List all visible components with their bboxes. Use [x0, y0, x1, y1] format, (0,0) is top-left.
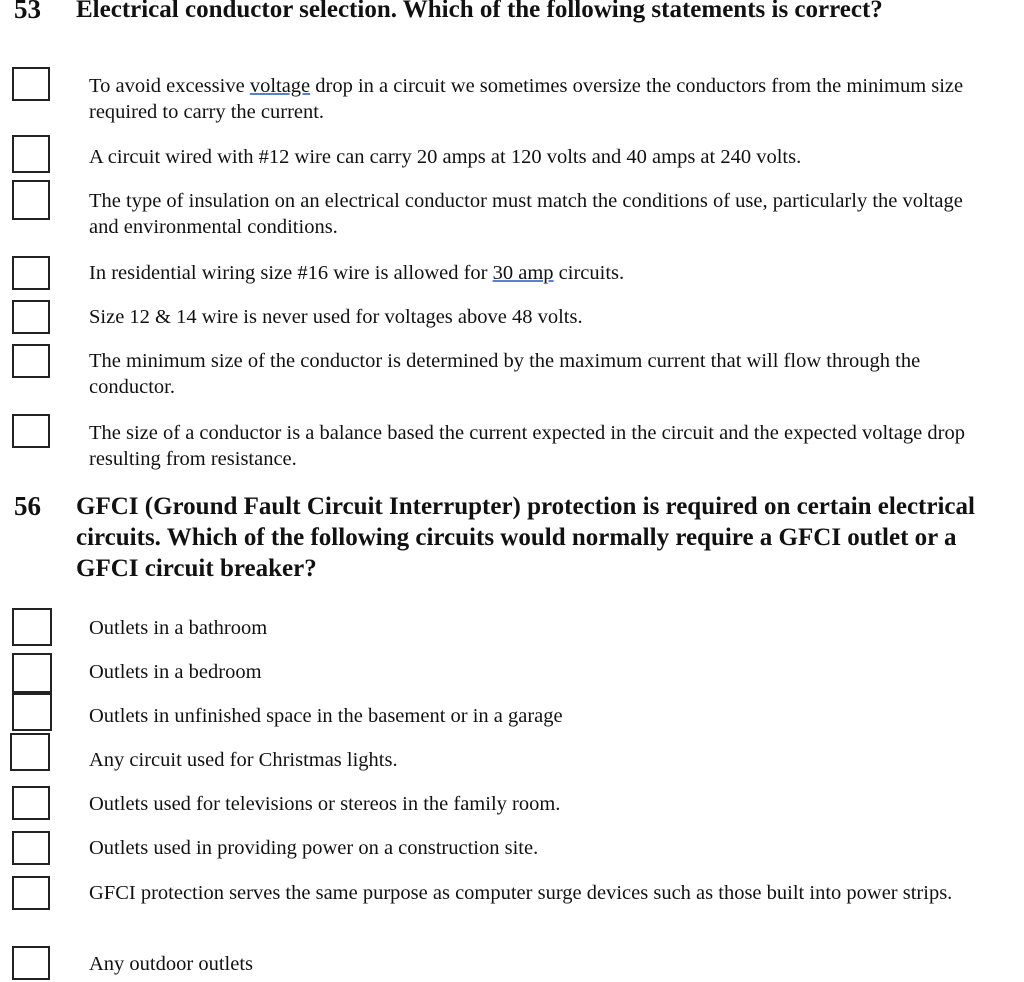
option-text: In residential wiring size #16 wire is allowed for 30 amp circuits.	[89, 262, 625, 284]
option-text: To avoid excessive voltage drop in a circuit we sometimes oversize the conductors from the minimum size required to carry the current.	[89, 75, 964, 123]
answer-checkbox[interactable]	[12, 876, 50, 910]
option-text: Any outdoor outlets	[89, 953, 253, 975]
option-text: A circuit wired with #12 wire can carry 20 amps at 120 volts and 40 amps at 240 volts.	[89, 146, 802, 168]
answer-checkbox[interactable]	[10, 733, 50, 771]
option-text: The minimum size of the conductor is determined by the maximum current that will flow through the conductor.	[89, 350, 921, 398]
question-number: 53	[14, 0, 41, 24]
answer-checkbox[interactable]	[12, 831, 50, 865]
option-text: Outlets in a bathroom	[89, 617, 268, 639]
option-text: Outlets used in providing power on a construction site.	[89, 837, 539, 859]
option-text: Outlets in a bedroom	[89, 661, 262, 683]
answer-checkbox[interactable]	[12, 414, 50, 448]
question-title: Electrical conductor selection. Which of the following statements is correct?	[76, 0, 883, 23]
answer-checkbox[interactable]	[12, 344, 50, 378]
option-text: GFCI protection serves the same purpose as computer surge devices such as those built into power strips.	[89, 882, 953, 904]
answer-checkbox[interactable]	[12, 67, 50, 101]
option-text: Size 12 & 14 wire is never used for voltages above 48 volts.	[89, 306, 583, 328]
answer-checkbox[interactable]	[12, 693, 52, 731]
answer-checkbox[interactable]	[12, 180, 50, 220]
option-text: The type of insulation on an electrical conductor must match the conditions of use, particularly the voltage and environmental conditions.	[89, 190, 963, 238]
question-number: 56	[14, 491, 41, 521]
option-text: The size of a conductor is a balance based the current expected in the circuit and the expected voltage drop resulting from resistance.	[89, 422, 965, 470]
answer-checkbox[interactable]	[12, 608, 52, 646]
question-title: GFCI (Ground Fault Circuit Interrupter) protection is required on certain electrical circuits. Which of the following circuits would normally require a GFCI outlet or a GFCI circuit breaker?	[76, 493, 975, 582]
answer-checkbox[interactable]	[12, 946, 50, 980]
answer-checkbox[interactable]	[12, 653, 52, 693]
option-text: Outlets in unfinished space in the basement or in a garage	[89, 705, 563, 727]
option-text: Any circuit used for Christmas lights.	[89, 749, 398, 771]
option-text: Outlets used for televisions or stereos in the family room.	[89, 793, 561, 815]
answer-checkbox[interactable]	[12, 786, 50, 820]
answer-checkbox[interactable]	[12, 300, 50, 334]
answer-checkbox[interactable]	[12, 256, 50, 290]
answer-checkbox[interactable]	[12, 135, 50, 173]
